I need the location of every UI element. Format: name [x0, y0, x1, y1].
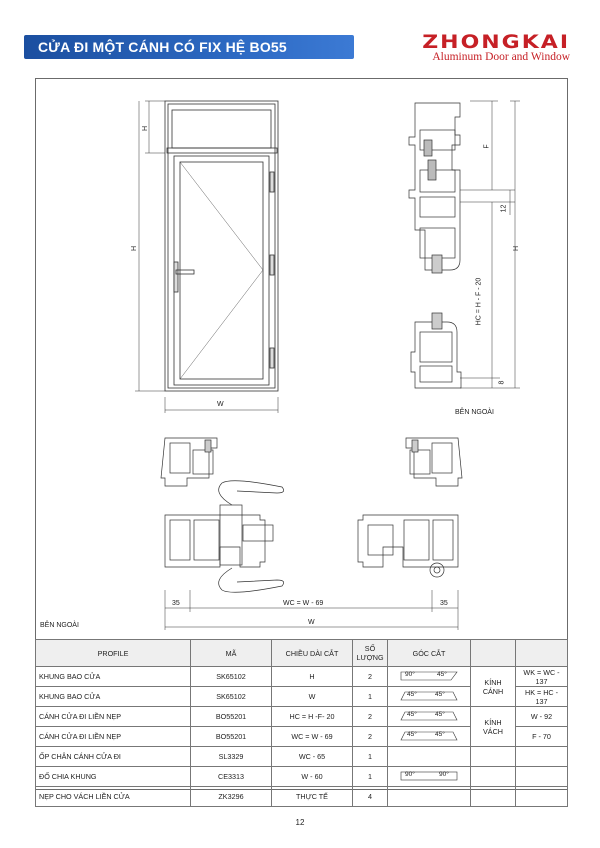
cutting-spec-table — [35, 639, 568, 807]
table-row: CÁNH CỬA ĐI LIỀN NẸP BO55201 HC = H -F- 20 2 45° 45° KÍNH VÁCH W - 92 — [36, 707, 568, 727]
angle-symbol: 45° 45° — [399, 691, 459, 701]
dim-w: W — [217, 401, 224, 408]
dim-35-right: 35 — [440, 600, 448, 607]
angle-symbol: 90° 90° — [399, 771, 459, 781]
dim-12: 12 — [500, 204, 508, 213]
table-row: KHUNG BAO CỬA SK65102 H 2 90° 45° KÍNH CÁNH WK = WC - 137 — [36, 667, 568, 687]
table-row: ỐP CHÂN CÁNH CỬA ĐI SL3329 WC - 65 1 — [36, 747, 568, 767]
table-header-row — [36, 640, 568, 667]
outside-label-right: BÊN NGOÀI — [455, 409, 494, 416]
angle-cell — [388, 687, 471, 707]
dim-w-plan: W — [308, 619, 315, 626]
angle-cell — [388, 707, 471, 727]
col-side-b — [516, 640, 568, 667]
door-elevation — [165, 101, 278, 391]
angle-cell — [388, 767, 471, 787]
col-cut-angle: GÓC CẮT — [388, 640, 471, 667]
dim-hc: HC = H - F - 20 — [475, 277, 483, 326]
plan-section — [161, 438, 462, 592]
kinh-canh-label: KÍNH CÁNH — [471, 667, 516, 707]
table-row: NẸP CHO VÁCH LIỀN CỬA ZK3296 THỰC TẾ 4 — [36, 787, 568, 807]
kinh-vach-label: KÍNH VÁCH — [471, 707, 516, 747]
table-row: CÁNH CỬA ĐI LIỀN NẸP BO55201 WC = W - 69 2 45° 45° F - 70 — [36, 727, 568, 747]
dim-8: 8 — [498, 380, 506, 385]
dim-f: F — [483, 144, 491, 149]
outside-label-left: BÊN NGOÀI — [40, 622, 79, 629]
brand-subtitle: Aluminum Door and Window — [432, 51, 570, 63]
angle-cell — [388, 667, 471, 687]
dim-h: H — [131, 245, 139, 252]
table-row: ĐỐ CHIA KHUNG CE3313 W - 60 1 90° 90° — [36, 767, 568, 787]
col-side-a — [471, 640, 516, 667]
table-row: KHUNG BAO CỬA SK65102 W 1 45° 45° HK = HC - 137 — [36, 687, 568, 707]
angle-symbol: 90° 45° — [399, 671, 459, 681]
angle-symbol: 45° 45° — [399, 731, 459, 741]
angle-symbol: 45° 45° — [399, 711, 459, 721]
col-cut-length: CHIỀU DÀI CẮT — [272, 640, 353, 667]
dim-h-section: H — [513, 245, 521, 252]
angle-cell — [388, 727, 471, 747]
brand-name: ZHONGKAI — [422, 31, 570, 54]
page-number: 12 — [295, 818, 305, 827]
col-profile: PROFILE — [36, 640, 191, 667]
page-title: CỬA ĐI MỘT CÁNH CÓ FIX HỆ BO55 — [38, 39, 287, 55]
col-quantity: SỐ LƯỢNG — [353, 640, 388, 667]
col-code: MÃ — [191, 640, 272, 667]
dim-wc: WC = W - 69 — [283, 600, 324, 607]
dim-35-left: 35 — [172, 600, 180, 607]
dim-h-top: H — [142, 125, 150, 132]
vertical-section — [409, 103, 461, 388]
